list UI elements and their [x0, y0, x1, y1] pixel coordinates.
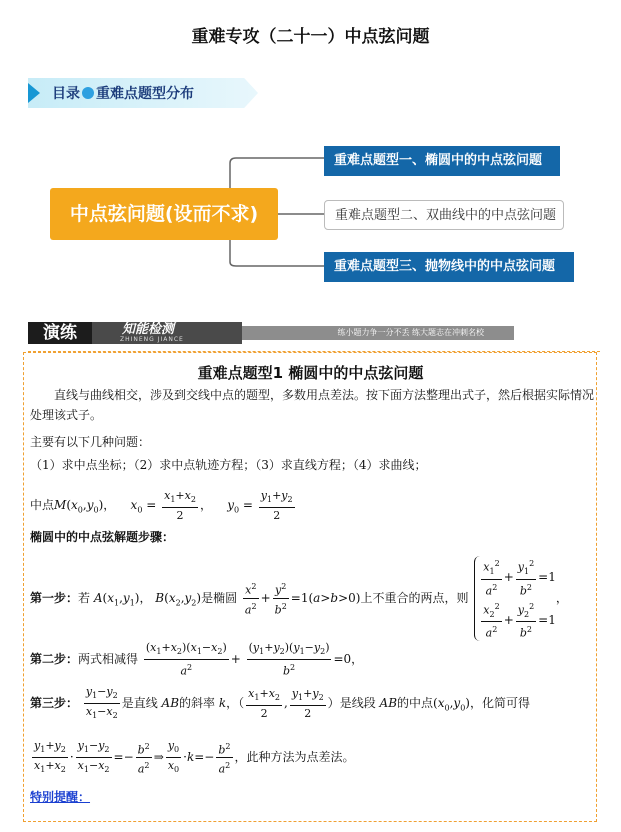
- step-2: 第二步：两式相减得 $\frac{(x_1+x_2)(x_1-x_2)}{a^2}$ + $\frac{(y_1+y_2)(y_1-y_2)}{b^2}$ =0，: [30, 641, 364, 678]
- section-title: 重难点题型1 椭圆中的中点弦问题: [197, 364, 424, 382]
- problems-head: 主要有以下几种问题：: [30, 435, 151, 449]
- steps-head: 椭圆中的中点弦解题步骤：: [30, 530, 175, 544]
- final-formula: $\frac{y_1+y_2}{x_1+x_2}$ · $\frac{y_1-y_2}{x_1-x_2}$ =− $\frac{b^2}{a^2}$ ⇒ $\frac{y_0}{x_0}$ ·k=− $\frac{b^2}{a^2}$ ，此种方法为点差法。: [34, 739, 355, 776]
- mindmap-main: 中点弦问题(设而不求): [50, 188, 278, 240]
- page-title: 重难专攻（二十一）中点弦问题: [191, 27, 430, 47]
- step-1: 第一步：若 $A(x_1,y_1)$， $B(x_2,y_2)$是椭圆 $\frac{x^2}{a^2}$ + $\frac{y^2}{b^2}$ =1(a>b>0)上不重合的两点，则 $\frac{x_1^2}{a^2}$ + $\frac{y_1^2}{b^2}$ =1 $\frac{x_2^2}{a^2}$ + $\frac{y_2^2}{b^2}$ =1 ，: [30, 556, 595, 641]
- step-3: 第三步： $\frac{y_1-y_2}{x_1-x_2}$ 是直线 AB的斜率 k，（ $\frac{x_1+x_2}{2}$ , $\frac{y_1+y_2}{2}$ ）是线段 AB的中点$(x_0,y_0)$，化简可得: [30, 685, 530, 721]
- problems-list: （1）求中点坐标；（2）求中点轨迹方程；（3）求直线方程；（4）求曲线；: [30, 458, 427, 472]
- midpoint-formula: 中点$M(x_0,y_0)$， $x_0$ = $\frac{x_1+x_2}{2}$ ， $y_0$ = $\frac{y_1+y_2}{2}$: [30, 489, 293, 523]
- mindmap-node-1: 重难点题型一、椭圆中的中点弦问题: [324, 146, 560, 176]
- special-tip-link[interactable]: 特别提醒：: [30, 790, 91, 804]
- intro-text: 直线与曲线相交，涉及到交线中点的题型，多数用点差法。按下面方法整理出式子，然后根据实际情况处理该式子。: [30, 388, 595, 422]
- mindmap-node-3: 重难点题型三、抛物线中的中点弦问题: [324, 252, 574, 282]
- practice-banner: 演练 知能检测 ZHINENG JIANCE 练小题力争一分不丢 练大题志在冲刺名校: [28, 322, 514, 344]
- mindmap-node-2: 重难点题型二、双曲线中的中点弦问题: [324, 200, 564, 230]
